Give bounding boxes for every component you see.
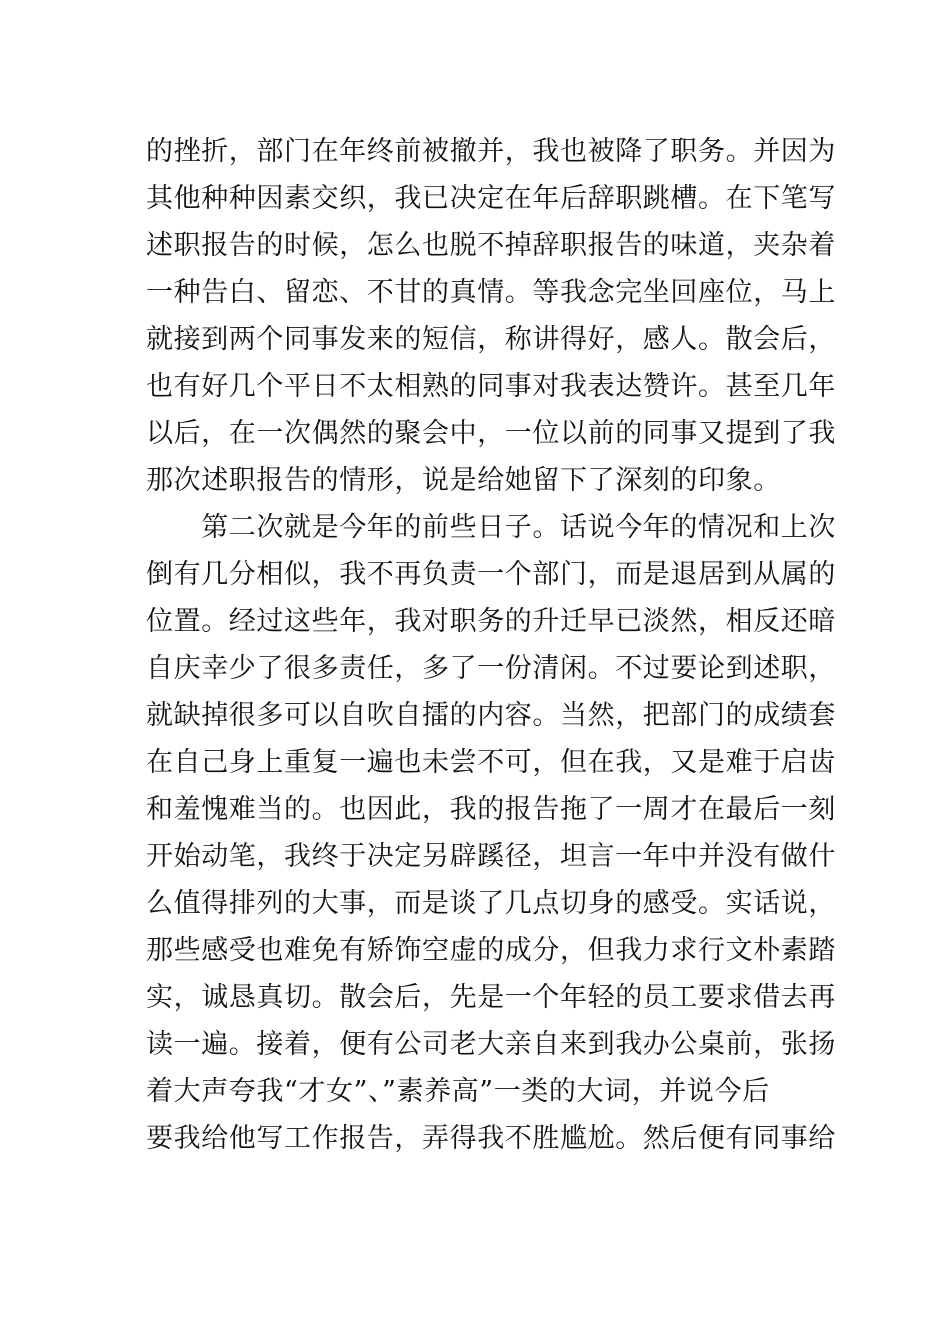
text-line-10: 倒有几分相似，我不再负责一个部门，而是退居到从属的 xyxy=(146,559,836,590)
text-line-15: 和羞愧难当的。也因此，我的报告拖了一周才在最后一刻 xyxy=(146,794,836,825)
text-line-22: 要我给他写工作报告，弄得我不胜尴尬。然后便有同事给 xyxy=(146,1123,836,1154)
text-line-7: 以后，在一次偶然的聚会中，一位以前的同事又提到了我 xyxy=(146,418,836,449)
text-line-21: 着大声夸我“才女”、”素养高”一类的大词，并说今后 xyxy=(146,1076,770,1107)
text-line-12: 自庆幸少了很多责任，多了一份清闲。不过要论到述职， xyxy=(146,653,836,684)
text-line-1: 的挫折，部门在年终前被撤并，我也被降了职务。并因为 xyxy=(146,136,836,167)
text-line-3: 述职报告的时候，怎么也脱不掉辞职报告的味道，夹杂着 xyxy=(146,230,836,261)
text-line-8: 那次述职报告的情形，说是给她留下了深刻的印象。 xyxy=(146,465,781,496)
text-line-11: 位置。经过这些年，我对职务的升迁早已淡然，相反还暗 xyxy=(146,606,836,637)
text-line-9: 第二次就是今年的前些日子。话说今年的情况和上次 xyxy=(146,512,836,543)
text-line-20: 读一遍。接着，便有公司老大亲自来到我办公桌前，张扬 xyxy=(146,1029,836,1060)
text-line-19: 实，诚恳真切。散会后，先是一个年轻的员工要求借去再 xyxy=(146,982,836,1013)
text-line-5: 就接到两个同事发来的短信，称讲得好，感人。散会后， xyxy=(146,324,836,355)
text-line-16: 开始动笔，我终于决定另辟蹊径，坦言一年中并没有做什 xyxy=(146,841,836,872)
text-line-13: 就缺掉很多可以自吹自擂的内容。当然，把部门的成绩套 xyxy=(146,700,836,731)
text-line-14: 在自己身上重复一遍也未尝不可，但在我，又是难于启齿 xyxy=(146,747,836,778)
text-line-4: 一种告白、留恋、不甘的真情。等我念完坐回座位，马上 xyxy=(146,277,836,308)
body-text xyxy=(146,128,836,1162)
text-line-2: 其他种种因素交织，我已决定在年后辞职跳槽。在下笔写 xyxy=(146,183,836,214)
text-line-17: 么值得排列的大事，而是谈了几点切身的感受。实话说， xyxy=(146,888,836,919)
text-line-6: 也有好几个平日不太相熟的同事对我表达赞许。甚至几年 xyxy=(146,371,836,402)
text-line-18: 那些感受也难免有矫饰空虚的成分，但我力求行文朴素踏 xyxy=(146,935,836,966)
